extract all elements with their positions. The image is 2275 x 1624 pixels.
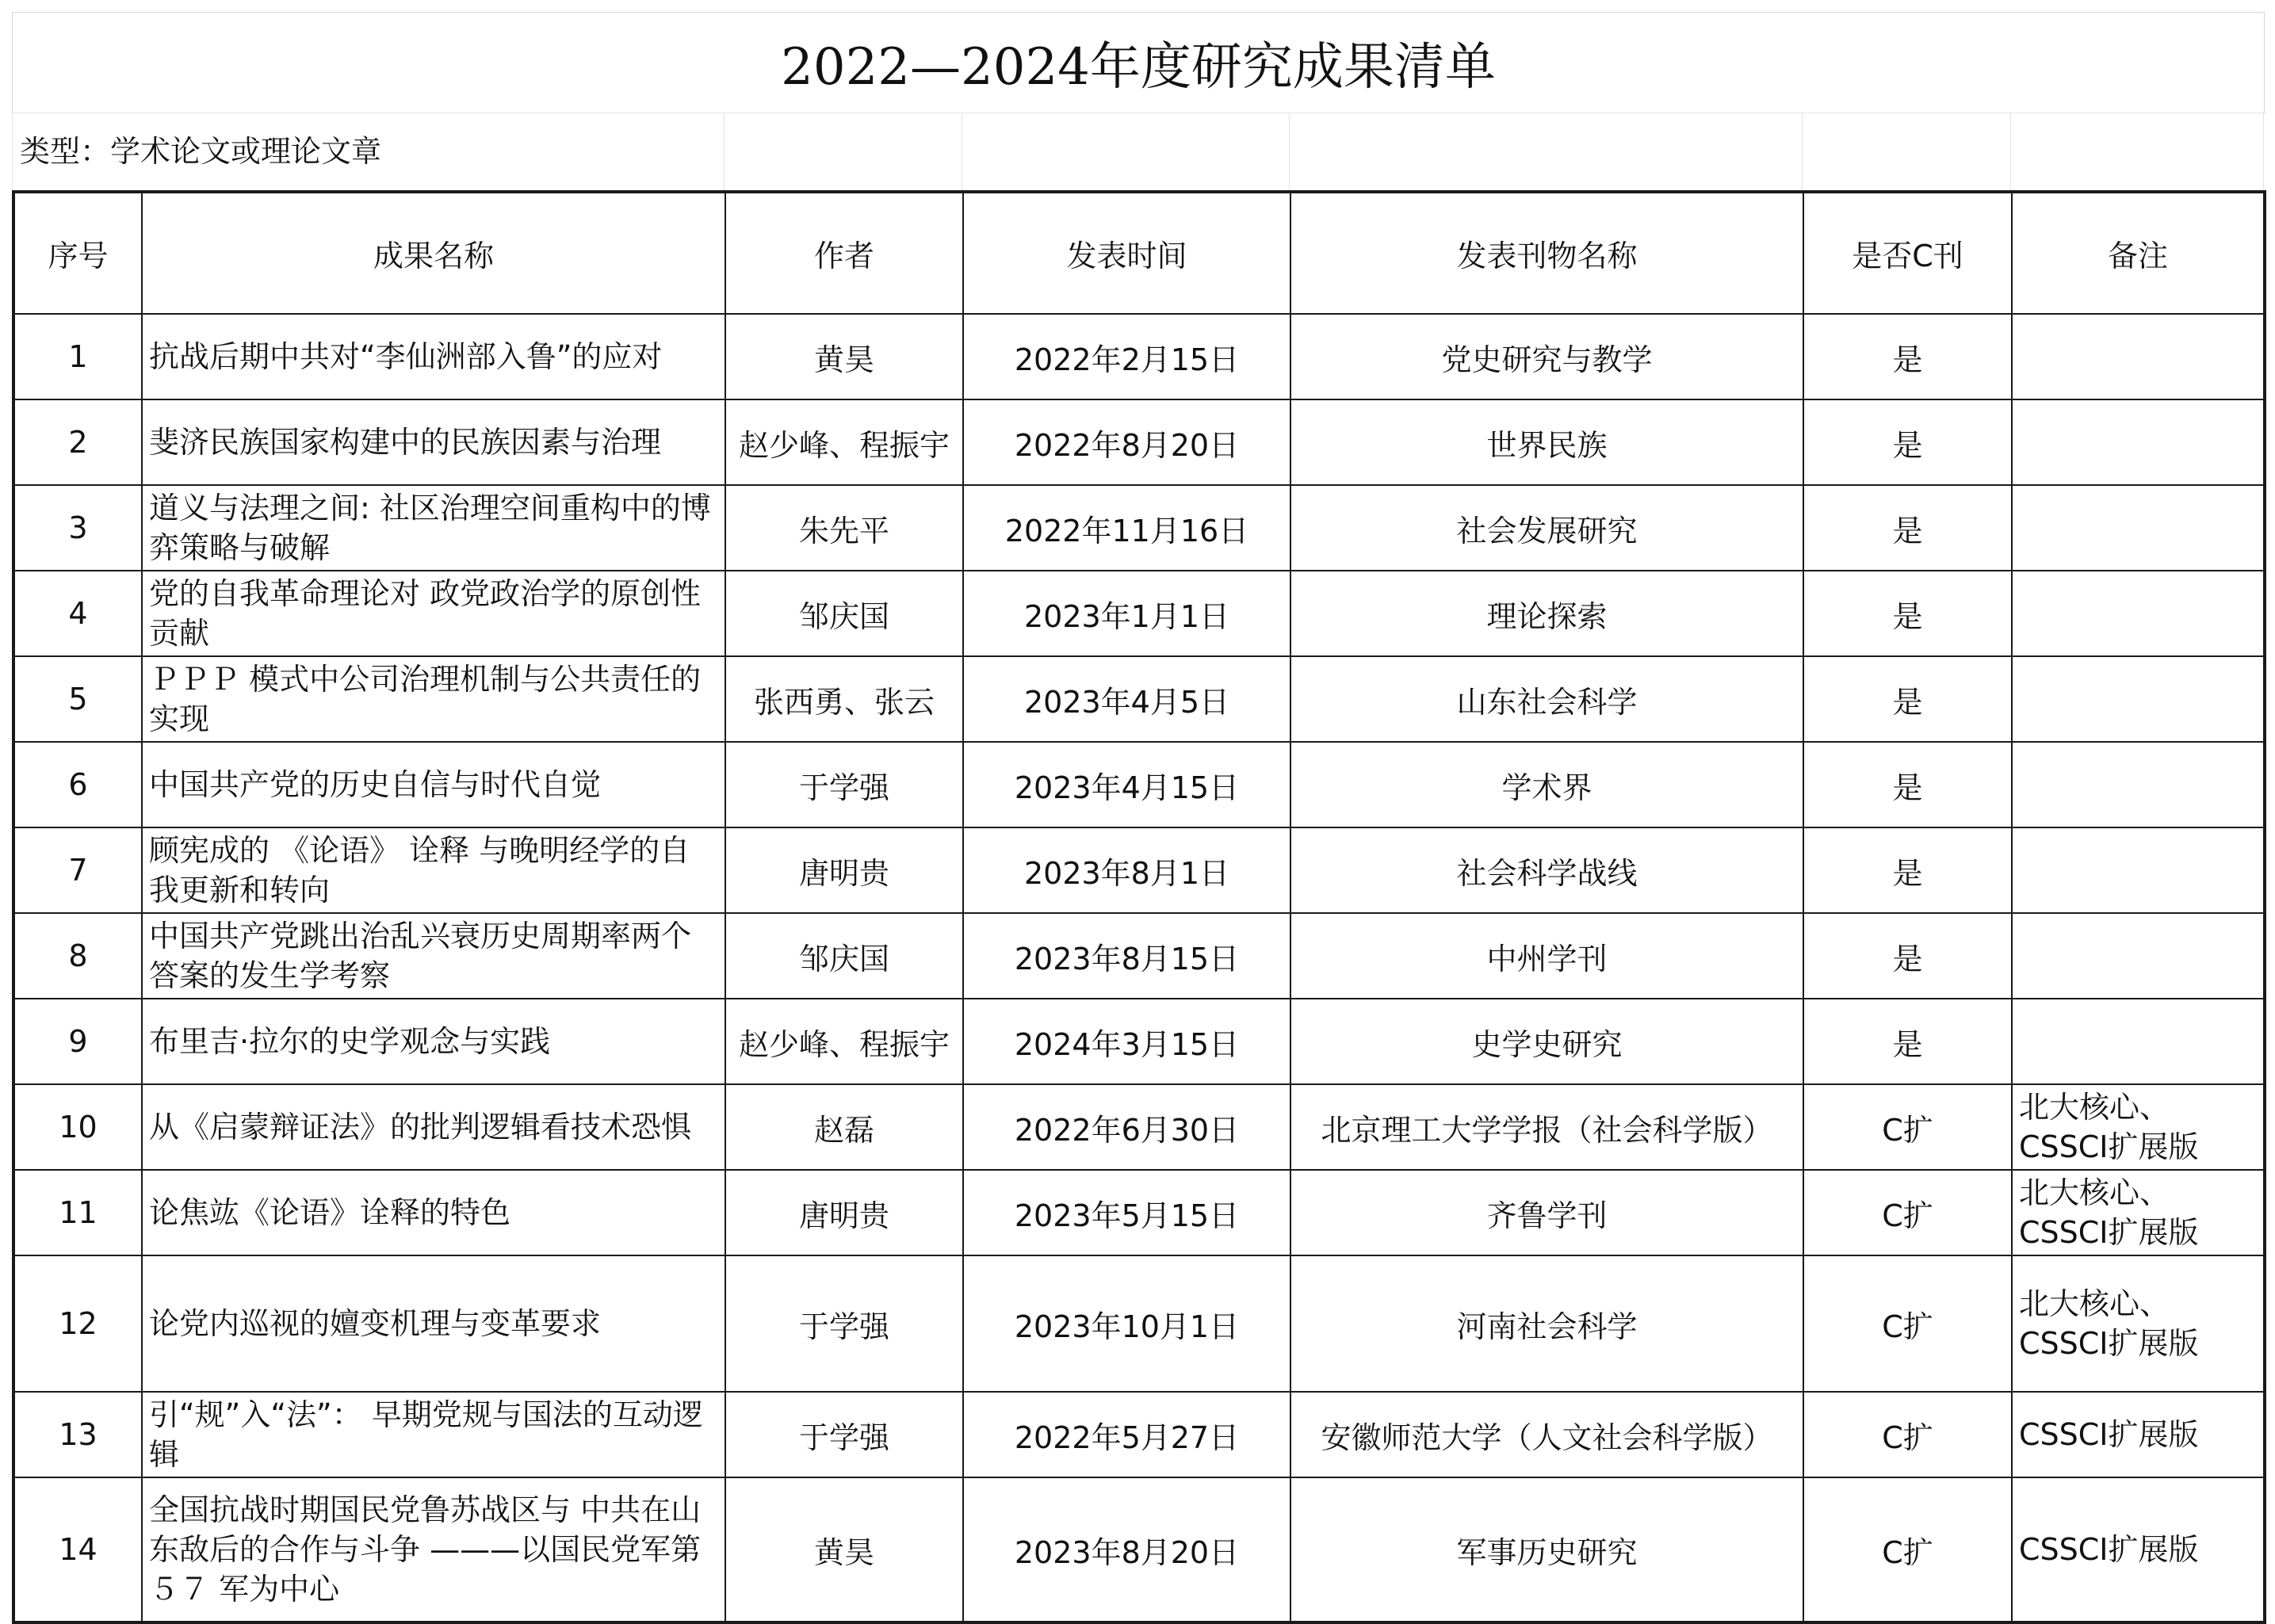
cell-ctype: 是 [1803,314,2012,399]
cell-author: 赵少峰、程振宇 [725,999,963,1084]
table-row [13,571,2265,656]
cell-index: 12 [13,1255,142,1392]
cell-journal: 齐鲁学刊 [1290,1170,1803,1255]
cell-journal: 世界民族 [1290,399,1803,485]
cell-author: 于学强 [725,1255,963,1392]
cell-journal: 山东社会科学 [1290,656,1803,742]
cell-journal: 军事历史研究 [1290,1477,1803,1622]
cell-remark: CSSCI扩展版 [2012,1477,2265,1622]
table-row [13,1477,2265,1622]
cell-remark [2012,314,2265,399]
cell-ctype: C扩 [1803,1255,2012,1392]
cell-ctype: C扩 [1803,1392,2012,1477]
cell-remark [2012,742,2265,827]
cell-index: 2 [13,399,142,485]
cell-ctype: C扩 [1803,1477,2012,1622]
cell-journal: 社会科学战线 [1290,827,1803,913]
header-index: 序号 [13,192,142,314]
cell-author: 朱先平 [725,485,963,571]
cell-remark [2012,656,2265,742]
results-table [12,190,2266,1624]
cell-remark [2012,399,2265,485]
cell-remark [2012,571,2265,656]
cell-remark [2012,827,2265,913]
cell-index: 14 [13,1477,142,1622]
header-date: 发表时间 [963,192,1290,314]
cell-name: 抗战后期中共对“李仙洲部入鲁”的应对 [142,314,725,399]
cell-remark: 北大核心、CSSCI扩展版 [2012,1170,2265,1255]
cell-remark: CSSCI扩展版 [2012,1392,2265,1477]
cell-ctype: 是 [1803,742,2012,827]
cell-date: 2023年8月20日 [963,1477,1290,1622]
cell-author: 黄昊 [725,314,963,399]
cell-remark [2012,999,2265,1084]
table-row [13,1255,2265,1392]
type-row [12,113,2263,190]
cell-ctype: C扩 [1803,1170,2012,1255]
cell-name: 道义与法理之间: 社区治理空间重构中的博弈策略与破解 [142,485,725,571]
cell-author: 赵少峰、程振宇 [725,399,963,485]
cell-ctype: C扩 [1803,1084,2012,1170]
cell-date: 2022年11月16日 [963,485,1290,571]
cell-date: 2023年10月1日 [963,1255,1290,1392]
cell-journal: 史学史研究 [1290,999,1803,1084]
grid-cell [724,113,962,191]
grid-cell [1289,113,1803,191]
cell-journal: 社会发展研究 [1290,485,1803,571]
cell-journal: 学术界 [1290,742,1803,827]
cell-index: 1 [13,314,142,399]
cell-name: 全国抗战时期国民党鲁苏战区与 中共在山东敌后的合作与斗争 ———以国民党军第 ５７ 军为中心 [142,1477,725,1622]
cell-index: 5 [13,656,142,742]
cell-ctype: 是 [1803,999,2012,1084]
cell-author: 邹庆国 [725,913,963,999]
cell-index: 13 [13,1392,142,1477]
table-row [13,1392,2265,1477]
cell-author: 于学强 [725,1392,963,1477]
cell-name: ＰＰＰ 模式中公司治理机制与公共责任的实现 [142,656,725,742]
table-row [13,485,2265,571]
table-row [13,1084,2265,1170]
cell-date: 2022年6月30日 [963,1084,1290,1170]
cell-date: 2023年8月1日 [963,827,1290,913]
header-row [13,192,2265,314]
cell-date: 2023年5月15日 [963,1170,1290,1255]
cell-journal: 河南社会科学 [1290,1255,1803,1392]
cell-date: 2022年5月27日 [963,1392,1290,1477]
cell-ctype: 是 [1803,485,2012,571]
table-row [13,314,2265,399]
cell-date: 2023年4月5日 [963,656,1290,742]
cell-author: 于学强 [725,742,963,827]
cell-date: 2022年8月20日 [963,399,1290,485]
cell-author: 黄昊 [725,1477,963,1622]
table-row [13,913,2265,999]
cell-index: 8 [13,913,142,999]
table-row [13,999,2265,1084]
cell-date: 2023年8月15日 [963,913,1290,999]
cell-journal: 理论探索 [1290,571,1803,656]
cell-index: 10 [13,1084,142,1170]
header-journal: 发表刊物名称 [1290,192,1803,314]
cell-index: 4 [13,571,142,656]
cell-ctype: 是 [1803,571,2012,656]
cell-name: 党的自我革命理论对 政党政治学的原创性贡献 [142,571,725,656]
cell-date: 2024年3月15日 [963,999,1290,1084]
cell-index: 9 [13,999,142,1084]
type-label: 类型：学术论文或理论文章 [20,134,382,169]
cell-name: 从《启蒙辩证法》的批判逻辑看技术恐惧 [142,1084,725,1170]
sheet-title: 2022—2024年度研究成果清单 [12,12,2265,113]
table-row [13,399,2265,485]
grid-cell [1802,113,2011,191]
cell-name: 顾宪成的 《论语》 诠释 与晚明经学的自我更新和转向 [142,827,725,913]
cell-remark [2012,913,2265,999]
cell-journal: 党史研究与教学 [1290,314,1803,399]
cell-journal: 北京理工大学学报（社会科学版） [1290,1084,1803,1170]
cell-remark [2012,485,2265,571]
cell-ctype: 是 [1803,656,2012,742]
table-row [13,656,2265,742]
cell-journal: 安徽师范大学（人文社会科学版） [1290,1392,1803,1477]
grid-cell [2010,113,2264,191]
cell-name: 论焦竑《论语》诠释的特色 [142,1170,725,1255]
cell-author: 唐明贵 [725,1170,963,1255]
cell-index: 6 [13,742,142,827]
cell-name: 斐济民族国家构建中的民族因素与治理 [142,399,725,485]
table-row [13,742,2265,827]
cell-journal: 中州学刊 [1290,913,1803,999]
cell-name: 中国共产党的历史自信与时代自觉 [142,742,725,827]
header-remark: 备注 [2012,192,2265,314]
cell-author: 张西勇、张云 [725,656,963,742]
cell-date: 2023年4月15日 [963,742,1290,827]
cell-index: 3 [13,485,142,571]
header-author: 作者 [725,192,963,314]
cell-author: 赵磊 [725,1084,963,1170]
header-name: 成果名称 [142,192,725,314]
cell-ctype: 是 [1803,827,2012,913]
cell-index: 11 [13,1170,142,1255]
cell-name: 布里吉·拉尔的史学观念与实践 [142,999,725,1084]
cell-name: 论党内巡视的嬗变机理与变革要求 [142,1255,725,1392]
cell-author: 唐明贵 [725,827,963,913]
cell-remark: 北大核心、CSSCI扩展版 [2012,1084,2265,1170]
cell-date: 2022年2月15日 [963,314,1290,399]
cell-ctype: 是 [1803,399,2012,485]
cell-index: 7 [13,827,142,913]
cell-author: 邹庆国 [725,571,963,656]
header-ctype: 是否C刊 [1803,192,2012,314]
cell-name: 中国共产党跳出治乱兴衰历史周期率两个答案的发生学考察 [142,913,725,999]
table-row [13,827,2265,913]
cell-date: 2023年1月1日 [963,571,1290,656]
cell-name: 引“规”入“法”： 早期党规与国法的互动逻辑 [142,1392,725,1477]
grid-cell [962,113,1290,191]
cell-ctype: 是 [1803,913,2012,999]
cell-remark: 北大核心、CSSCI扩展版 [2012,1255,2265,1392]
table-row [13,1170,2265,1255]
